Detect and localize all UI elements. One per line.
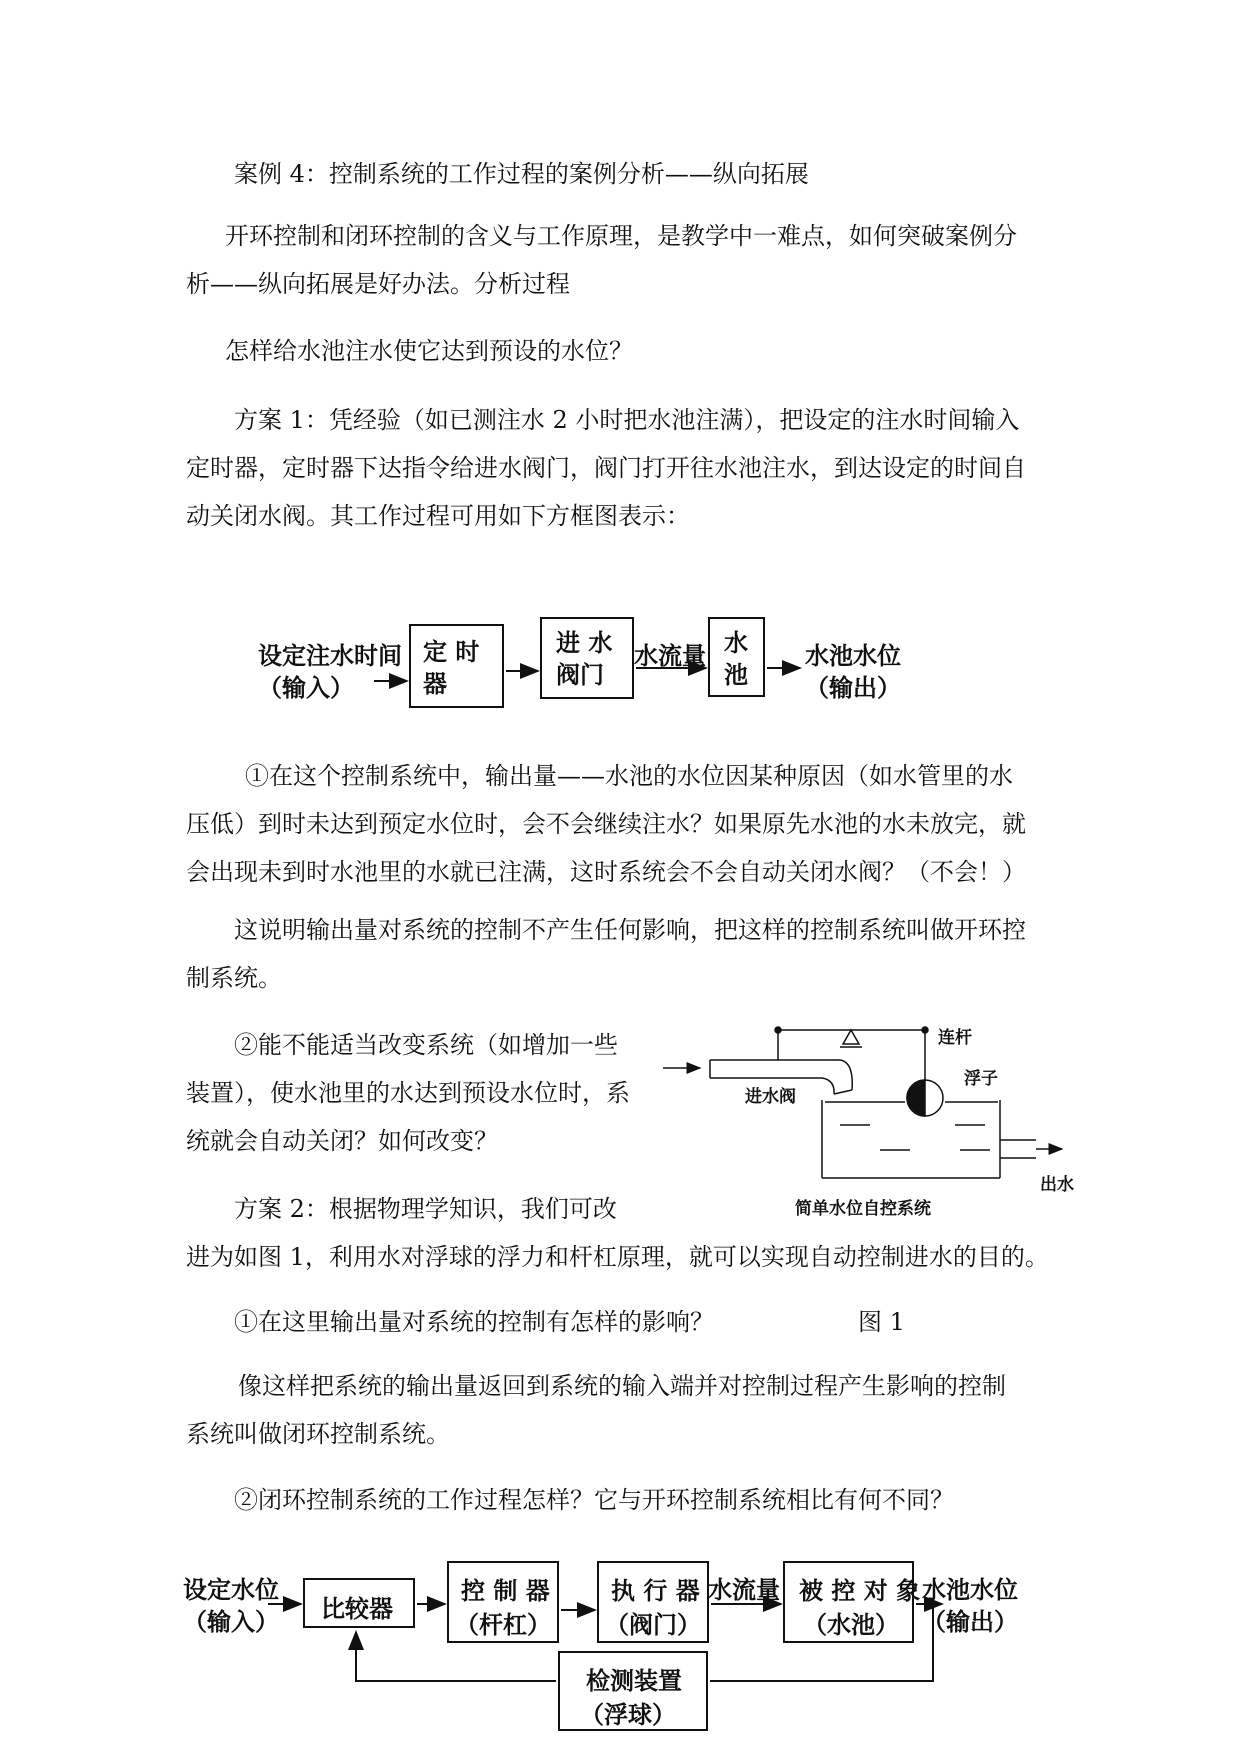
plan2-line-1: 方案 2：根据物理学知识，我们可改 [234,1195,617,1223]
d2-input-sub: （输入） [183,1608,279,1636]
q4: ②闭环控制系统的工作过程怎样？它与开环控制系统相比有何不同？ [234,1486,954,1514]
d1-output-label: 水池水位 [805,642,901,670]
case-title: 案例 4：控制系统的工作过程的案例分析——纵向拓展 [234,160,809,188]
timer-box: 定 时 器 [409,624,504,708]
plant-label: 被 控 对 象 [799,1577,921,1605]
q1-line-3: 会出现未到时水池里的水就已注满，这时系统会不会自动关闭水阀？（不会！） [186,858,1026,886]
intro-line-1: 开环控制和闭环控制的含义与工作原理，是教学中一难点，如何突破案例分 [225,222,1017,250]
fig-float-label: 浮子 [964,1069,998,1089]
explain1-line-2: 制系统。 [186,964,282,992]
d1-flow-label: 水流量 [634,642,706,670]
d2-feedback-left [356,1632,556,1681]
q3: ①在这里输出量对系统的控制有怎样的影响？ [234,1308,714,1336]
d1-input-sub: （输入） [258,674,354,702]
q1-line-1: ①在这个控制系统中，输出量——水池的水位因某种原因（如水管里的水 [245,762,1013,790]
plan1-line-1: 方案 1：凭经验（如已测注水 2 小时把水池注满），把设定的注水时间输入 [234,406,1020,434]
float-system-drawing [663,1027,1062,1178]
question: 怎样给水池注水使它达到预设的水位？ [225,337,633,365]
intro-line-2: 析——纵向拓展是好办法。分析过程 [186,270,570,298]
d1-output-sub: （输出） [805,674,901,702]
sensor-label: 检测装置 [586,1667,682,1695]
fig-rod-label: 连杆 [938,1028,972,1048]
plan1-line-2: 定时器，定时器下达指令给进水阀门，阀门打开往水池注水，到达设定的时间自 [186,454,1026,482]
d2-feedback-right [710,1604,933,1681]
fig-1-label: 图 1 [858,1308,905,1336]
q2-line-3: 统就会自动关闭？如何改变？ [186,1127,498,1155]
d2-input-label: 设定水位 [183,1576,279,1604]
actuator-label: 执 行 器 [611,1577,700,1605]
plan1-line-3: 动关闭水阀。其工作过程可用如下方框图表示： [186,502,690,530]
d2-flow-label: 水流量 [708,1576,780,1604]
d2-output-label: 水池水位 [922,1576,1018,1604]
d2-output-sub: （输出） [922,1608,1018,1636]
pool-box: 水 池 [708,617,765,697]
fig-outlet-label: 出水 [1040,1175,1074,1195]
explain2-line-1: 像这样把系统的输出量返回到系统的输入端并对控制过程产生影响的控制 [238,1372,1006,1400]
q2-line-2: 装置），使水池里的水达到预设水位时，系 [186,1079,630,1107]
explain1-line-1: 这说明输出量对系统的控制不产生任何影响，把这样的控制系统叫做开环控 [234,916,1026,944]
comparator-label: 比较器 [321,1595,393,1623]
valve-box: 进 水 阀门 [540,617,634,699]
controller-label: 控 制 器 [461,1577,550,1605]
q2-line-1: ②能不能适当改变系统（如增加一些 [234,1031,618,1059]
explain2-line-2: 系统叫做闭环控制系统。 [186,1420,450,1448]
controller-sub: （杆杠） [455,1611,551,1639]
fig-caption: 简单水位自控系统 [795,1199,931,1219]
sensor-sub: （浮球） [580,1701,676,1729]
q1-line-2: 压低）到时未达到预定水位时，会不会继续注水？如果原先水池的水未放完，就 [186,810,1026,838]
plant-sub: （水池） [803,1611,899,1639]
fig-valve-label: 进水阀 [745,1087,796,1107]
d1-input-label: 设定注水时间 [258,642,402,670]
actuator-sub: （阀门） [605,1611,701,1639]
plan2-line-2: 进为如图 1，利用水对浮球的浮力和杆杠原理，就可以实现自动控制进水的目的。 [186,1243,1049,1271]
